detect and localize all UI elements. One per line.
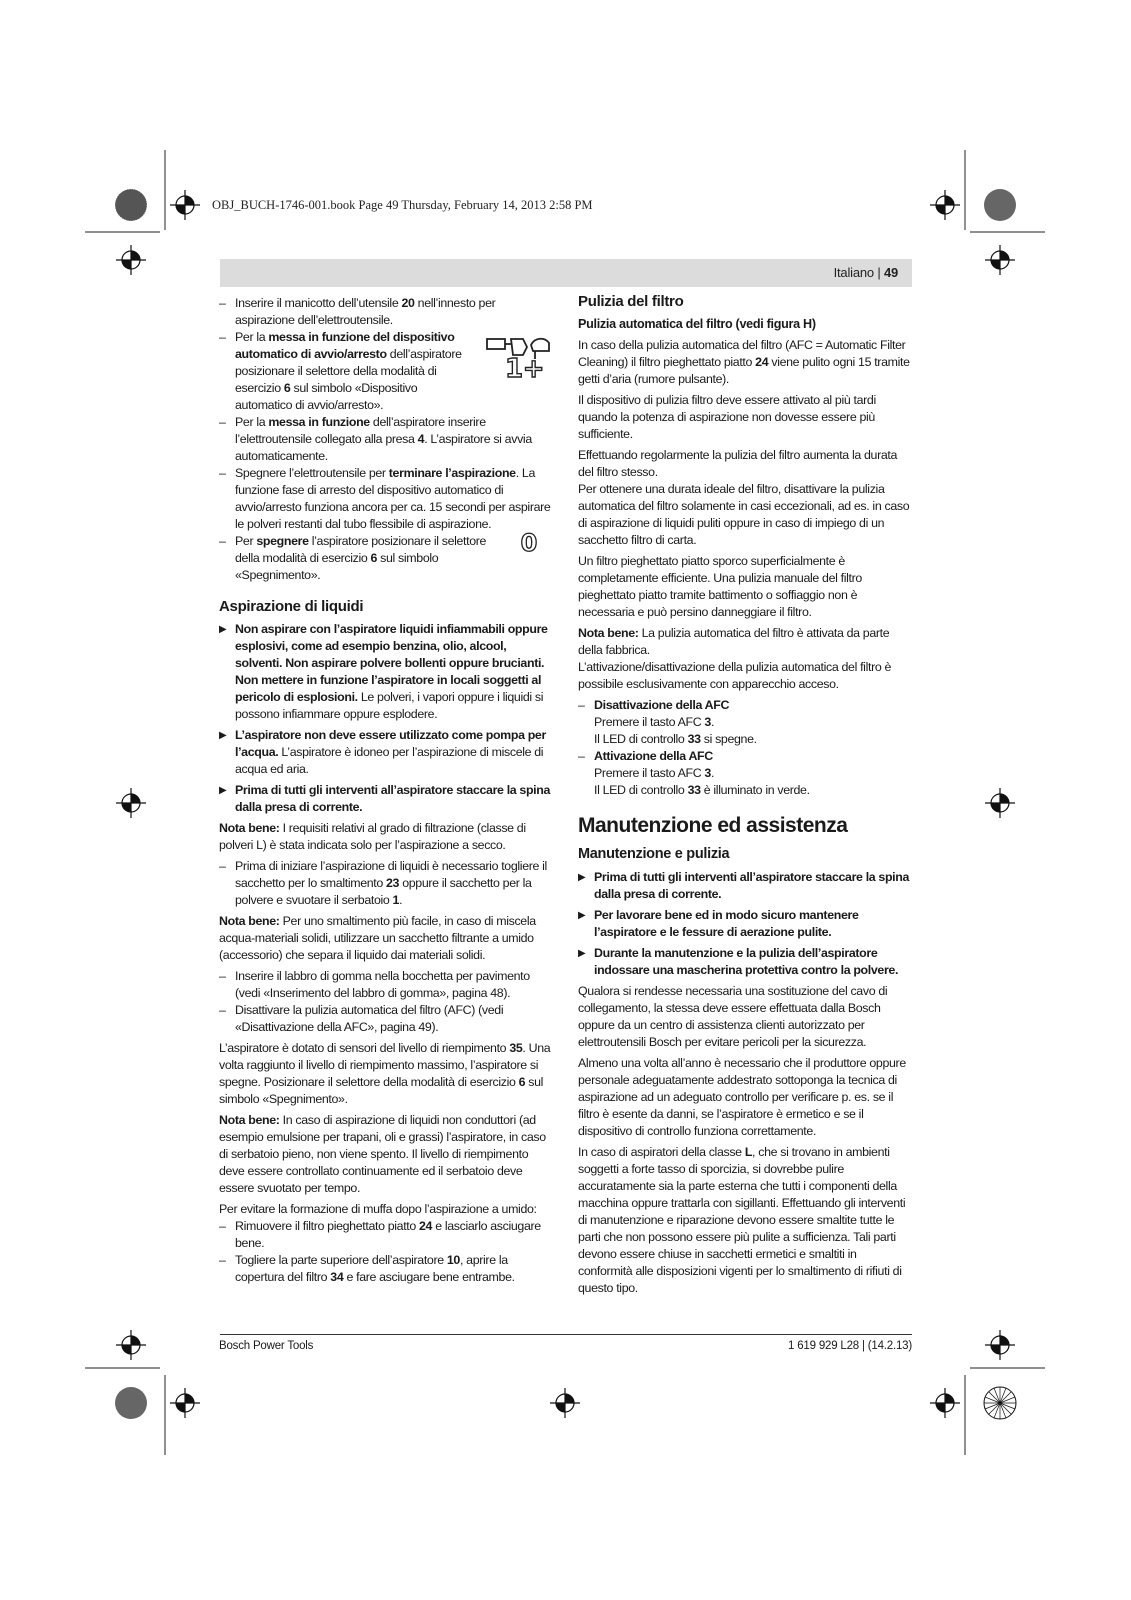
mode-symbol-label: – 1+ xyxy=(505,354,545,384)
right-column xyxy=(578,295,912,1301)
warning-item: ▶ Durante la manutenzione e la pulizia dell’aspiratore indossare una mascherina protettiva contro la polvere. xyxy=(578,945,912,979)
list-item: – Inserire il manicotto dell’utensile 20 nell’innesto per aspirazione dell’elettroutensile. xyxy=(219,295,551,329)
book-file-header: OBJ_BUCH-1746-001.book Page 49 Thursday, February 14, 2013 2:58 PM xyxy=(212,198,593,212)
warning-item: ▶ Non aspirare con l’aspiratore liquidi infiammabili oppure esplosivi, come ad esempio benzina, olio, alcool, solventi. Non aspirare polvere bollenti oppure brucianti. Non mettere in funzione l’aspiratore in locali soggetti al pericolo di esplosioni. Le polveri, i vapori oppure i liquidi si possono infiammare oppure esplodere. xyxy=(219,621,551,723)
list-item-detail: Il LED di controllo 33 è illuminato in verde. xyxy=(594,783,810,797)
paragraph: L’aspiratore è dotato di sensori del livello di riempimento 35. Una volta raggiunto il livello di riempimento massimo, l’aspiratore si spegne. Posizionare il selettore della modalità di esercizio 6 sul simbolo «Spegnimento». xyxy=(219,1041,551,1106)
warning-item: ▶ Per lavorare bene ed in modo sicuro mantenere l’aspiratore e le fessure di aerazione pulite. xyxy=(578,907,912,941)
list-item: – Disattivare la pulizia automatica del filtro (AFC) (vedi «Disattivazione della AFC», pagina 49). xyxy=(219,1002,551,1036)
paragraph: Un filtro pieghettato piatto sporco superficialmente è completamente efficiente. Una pulizia manuale del filtro pieghettato piatto tramite battimento o soffiaggio non è necessaria e può persino danneggiare il filtro. xyxy=(578,554,862,619)
off-symbol-icon xyxy=(520,529,537,557)
list-item: – Inserire il labbro di gomma nella bocchetta per pavimento (vedi «Inserimento del labbro di gomma», pagina 48). xyxy=(219,968,551,1002)
note-paragraph: Nota bene: In caso di aspirazione di liquidi non conduttori (ad esempio emulsione per trapani, oli e grassi) l’aspiratore, in caso di serbatoio pieno, non viene spento. Il livello di riempimento deve essere controllato continuamente ed il serbatoio deve essere svuotato per tempo. xyxy=(219,1113,546,1195)
left-column xyxy=(219,295,551,1286)
footer-doc-number: 1 619 929 L28 | (14.2.13) xyxy=(788,1340,912,1352)
list-item: – Prima di iniziare l’aspirazione di liquidi è necessario togliere il sacchetto per lo smaltimento 23 oppure il sacchetto per la polvere e svuotare il serbatoio 1. xyxy=(219,858,551,909)
page-header-bar xyxy=(220,259,912,287)
footer-brand: Bosch Power Tools xyxy=(219,1340,314,1352)
paragraph: Effettuando regolarmente la pulizia del filtro aumenta la durata del filtro stesso. xyxy=(578,448,898,479)
page-number: 49 xyxy=(883,265,898,280)
warning-item: ▶ Prima di tutti gli interventi all’aspiratore staccare la spina dalla presa di corrente. xyxy=(219,782,551,816)
paragraph: Per ottenere una durata ideale del filtro, disattivare la pulizia automatica del filtro solamente in casi eccezionali, ad es. in caso di aspirazione di liquidi puliti oppure in caso di impiego di un sacchetto filtro di carta. xyxy=(578,482,910,547)
paragraph: Il dispositivo di pulizia filtro deve essere attivato al più tardi quando la potenza di aspirazione non dovesse essere più sufficiente. xyxy=(578,393,876,441)
paragraph: L’attivazione/disattivazione della pulizia automatica del filtro è possibile esclusivamente con apparecchio acceso. xyxy=(578,660,892,691)
list-item: – Per la messa in funzione dell’aspiratore inserire l’elettroutensile collegato alla presa 4. L’aspiratore si avvia automaticamente. xyxy=(219,414,551,465)
note-paragraph: Nota bene: Per uno smaltimento più facile, in caso di miscela acqua-materiali solidi, utilizzare un sacchetto filtrante a umido (accessorio) che separa il liquido dai materiali solidi. xyxy=(219,914,536,962)
list-item: – 0 Per spegnere l’aspiratore posizionare il selettore della modalità di esercizio 6 sul simbolo «Spegnimento». xyxy=(219,533,551,584)
list-item: – Rimuovere il filtro pieghettato piatto 24 e lasciarlo asciugare bene. xyxy=(219,1218,551,1252)
list-item-detail: Il LED di controllo 33 si spegne. xyxy=(594,732,757,746)
note-paragraph: Nota bene: I requisiti relativi al grado di filtrazione (classe di polveri L) è stata indicata solo per l’aspirazione a secco. xyxy=(219,821,526,852)
footer-divider xyxy=(220,1334,912,1335)
subsection-heading: Pulizia automatica del filtro (vedi figura H) xyxy=(578,317,816,331)
list-item-detail: Premere il tasto AFC 3. xyxy=(594,715,715,729)
section-heading: Aspirazione di liquidi xyxy=(219,598,364,615)
section-heading: Manutenzione e pulizia xyxy=(578,846,730,862)
warning-item: ▶ L’aspiratore non deve essere utilizzato come pompa per l’acqua. L’aspiratore è idoneo per l’aspirazione di miscele di acqua ed aria. xyxy=(219,727,551,778)
section-heading: Pulizia del filtro xyxy=(578,293,684,310)
list-item: – Disattivazione della AFC xyxy=(578,697,912,714)
list-item-detail: Premere il tasto AFC 3. xyxy=(594,766,715,780)
paragraph: Almeno una volta all’anno è necessario che il produttore oppure personale adeguatamente addestrato sottoponga la tecnica di aspirazione ad un adeguato controllo per verificare p. es. se il filtro è esente da danni, se l’aspiratore è ermetico e se il dispositivo di controllo funziona correttamente. xyxy=(578,1056,906,1138)
chapter-heading: Manutenzione ed assistenza xyxy=(578,814,848,837)
list-item: – Attivazione della AFC xyxy=(578,748,912,765)
list-item: – Togliere la parte superiore dell’aspiratore 10, aprire la copertura del filtro 34 e fare asciugare bene entrambe. xyxy=(219,1252,551,1286)
list-item: – 1+ Per la messa in funzione del dispositivo automatico di avvio/arresto dell’aspiratore posizionare il selettore della modalità di esercizio 6 sul simbolo «Dispositivo automatico di avvio/arresto». xyxy=(219,329,551,414)
paragraph: In caso della pulizia automatica del filtro (AFC = Automatic Filter Cleaning) il filtro pieghettato piatto 24 viene pulito ogni 15 tramite getti d’aria (rumore pulsante). xyxy=(578,338,910,386)
paragraph: In caso di aspiratori della classe L, che si trovano in ambienti soggetti a forte tasso di sporcizia, si dovrebbe pulire accuratamente sia la parte esterna che tutti i componenti della macchina oppure trattarla con sigillanti. Effettuando gli interventi di manutenzione e riparazione devono essere smaltite tutte le parti che non possono essere più pulite a sufficienza. Tali parti devono essere chiuse in sacchetti ermetici e smaltiti in conformità alle disposizioni vigenti per lo smaltimento di rifiuti di questo tipo. xyxy=(578,1145,906,1295)
paragraph: Qualora si rendesse necessaria una sostituzione del cavo di collegamento, la stessa deve essere effettuata dalla Bosch oppure da un centro di assistenza clienti autorizzato per elettroutensili Bosch per evitare pericoli per la sicurezza. xyxy=(578,984,888,1049)
auto-start-stop-icon xyxy=(483,331,555,393)
list-item: – Spegnere l’elettroutensile per terminare l’aspirazione. La funzione fase di arresto del dispositivo automatico di avvio/arresto funziona ancora per ca. 15 secondi per aspirare le polveri restanti dal tubo flessibile di aspirazione. xyxy=(219,465,551,533)
warning-item: ▶ Prima di tutti gli interventi all’aspiratore staccare la spina dalla presa di corrente. xyxy=(578,869,912,903)
note-paragraph: Nota bene: La pulizia automatica del filtro è attivata da parte della fabbrica. xyxy=(578,626,890,657)
paragraph: Per evitare la formazione di muffa dopo l’aspirazione a umido: xyxy=(219,1202,537,1216)
language-page-label: Italiano | 49 xyxy=(833,265,898,280)
off-symbol-label: 0 xyxy=(520,529,537,557)
